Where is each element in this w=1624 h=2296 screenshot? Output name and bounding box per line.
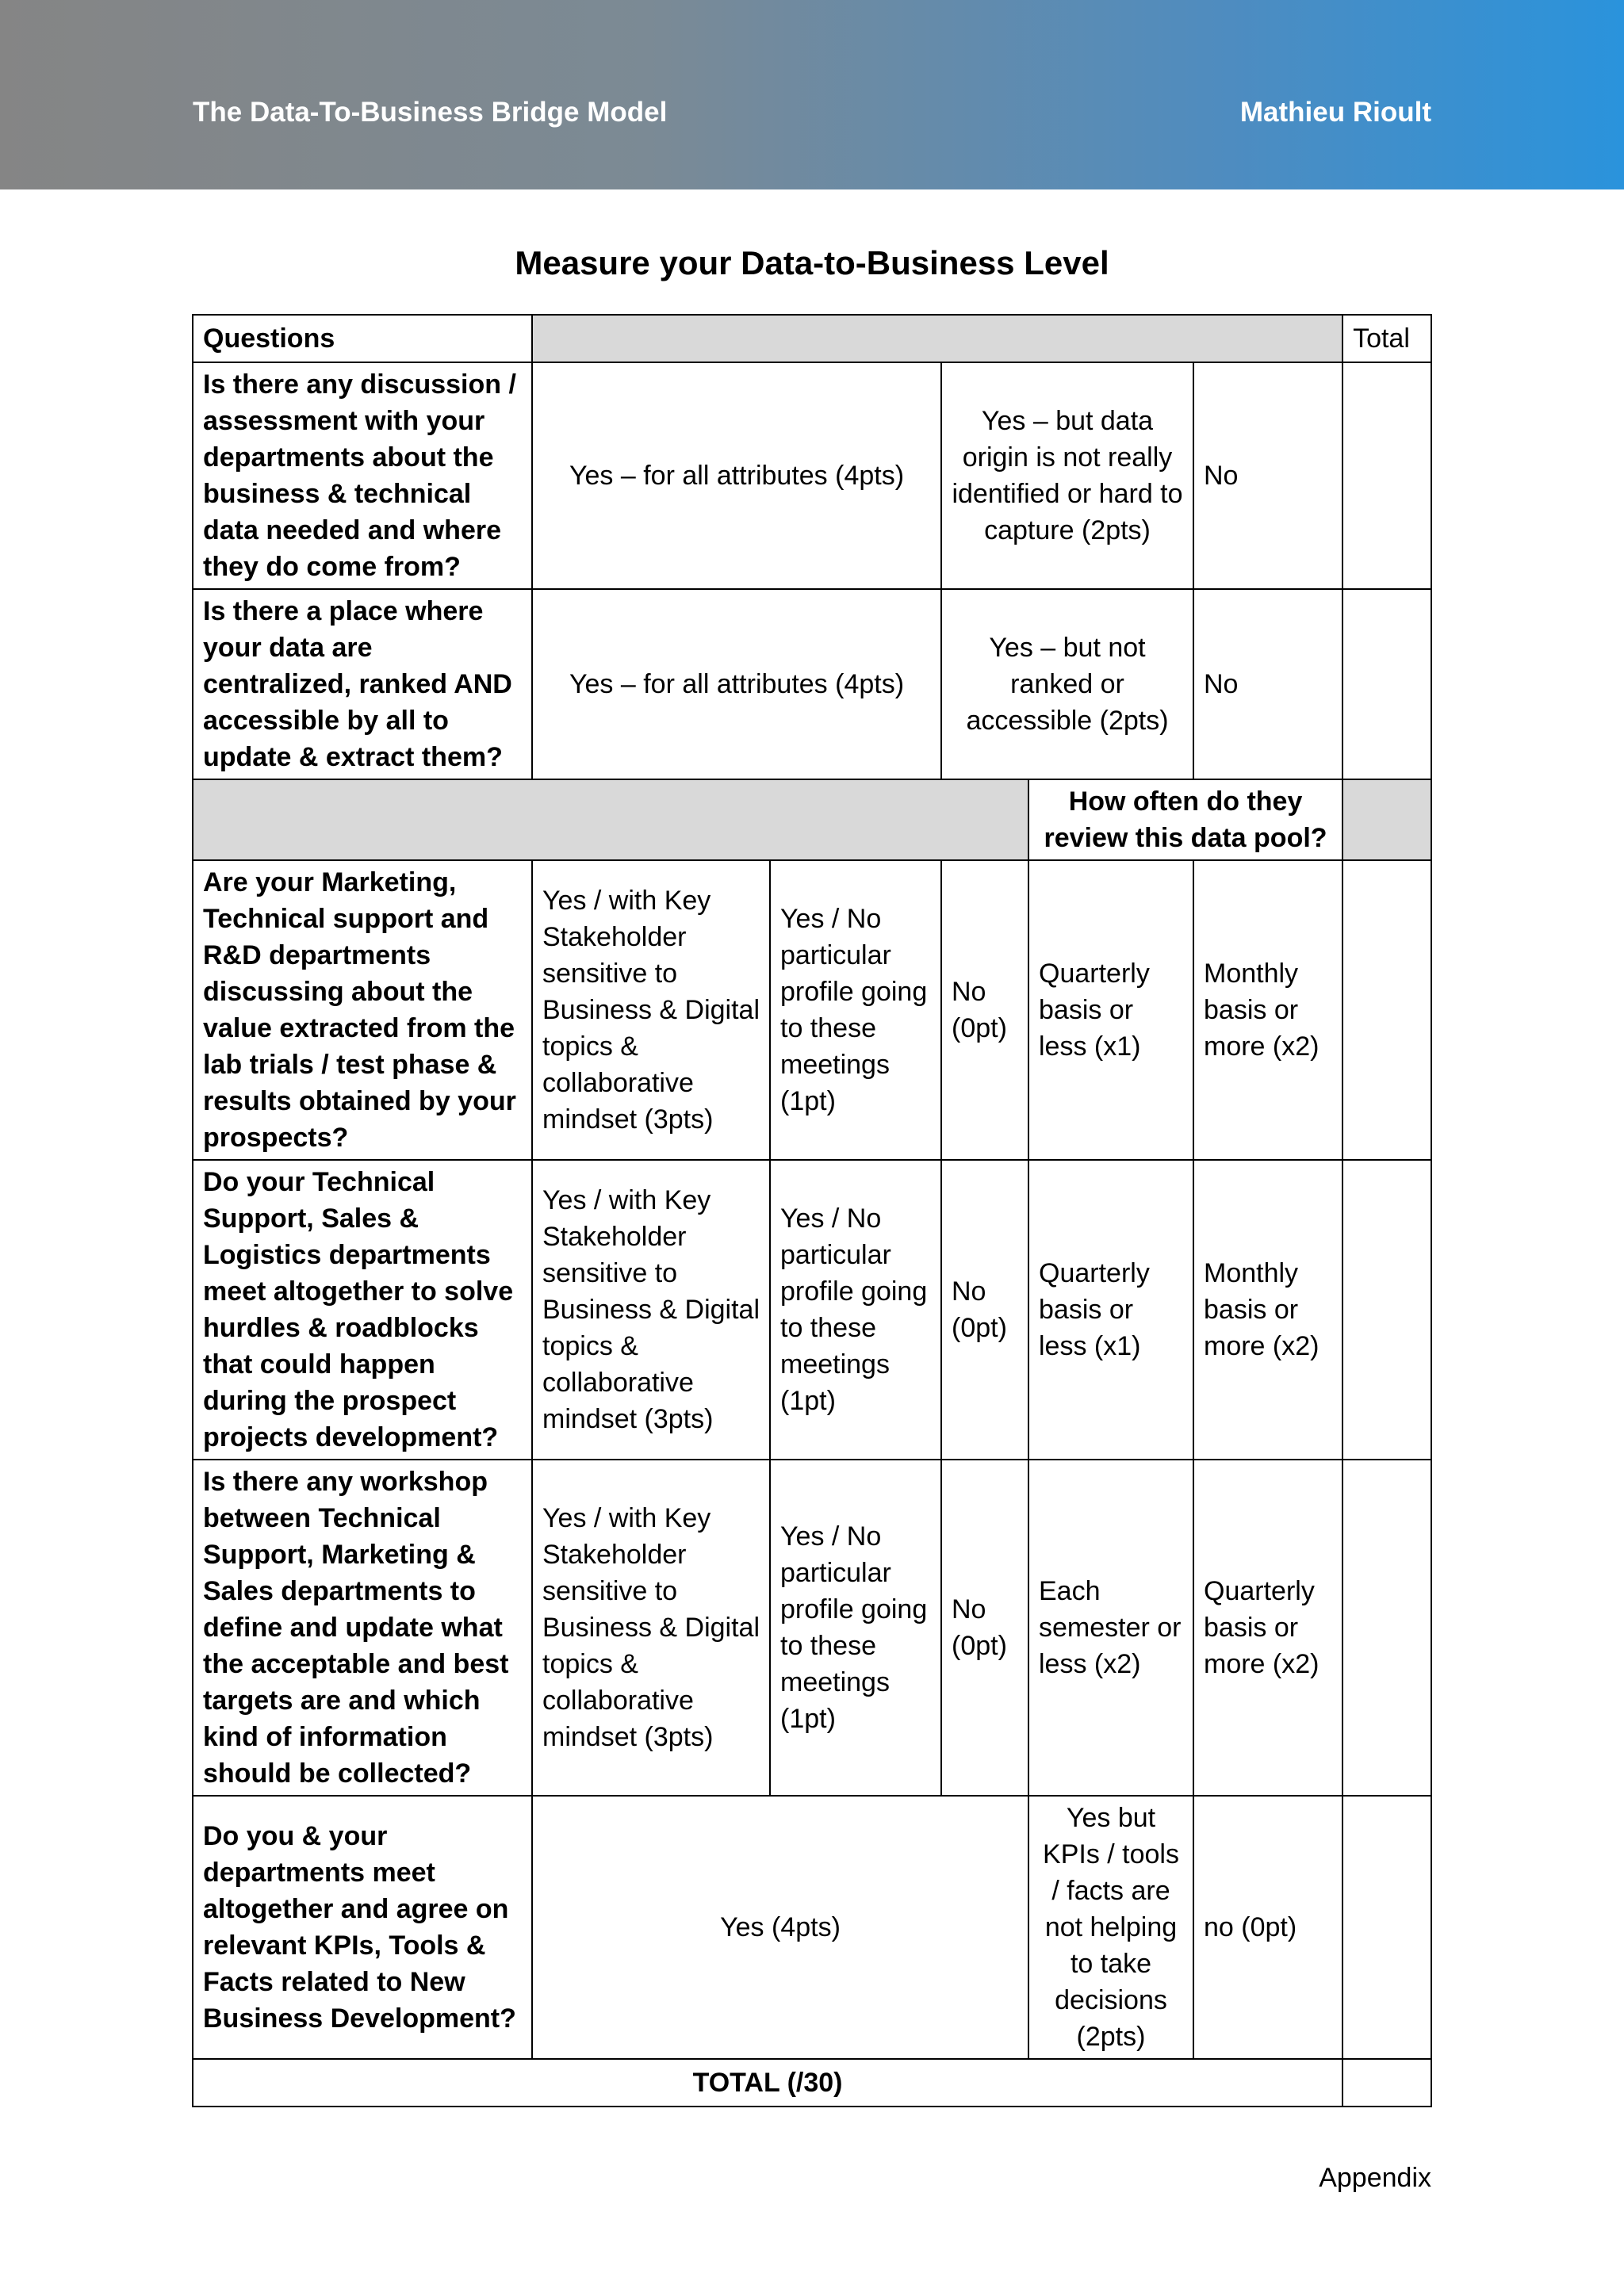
total-header: Total [1342, 315, 1431, 362]
frequency-option: Monthly basis or more (x2) [1193, 1160, 1342, 1460]
answer-option: Yes – for all attributes (4pts) [532, 589, 941, 779]
author-name: Mathieu Rioult [1239, 97, 1431, 128]
answer-option: Yes but KPIs / tools / facts are not helping to take decisions (2pts) [1028, 1796, 1193, 2059]
answer-option: Yes / with Key Stakeholder sensitive to Business & Digital topics & collaborative mindset (3pts) [532, 1160, 770, 1460]
table-row [193, 1160, 1431, 1460]
answer-option: Yes / No particular profile going to these meetings (1pt) [770, 1160, 941, 1460]
question-cell: Do your Technical Support, Sales & Logistics departments meet altogether to solve hurdles & roadblocks that could happen during the prospect projects development? [193, 1160, 532, 1460]
table-row [193, 1460, 1431, 1796]
score-cell[interactable] [1342, 1160, 1431, 1460]
frequency-option: Quarterly basis or more (x2) [1193, 1460, 1342, 1796]
question-cell: Is there any discussion / assessment with your departments about the business & technical data needed and where they do come from? [193, 362, 532, 589]
answer-option: no (0pt) [1193, 1796, 1342, 2059]
score-cell[interactable] [1342, 362, 1431, 589]
frequency-option: Monthly basis or more (x2) [1193, 860, 1342, 1160]
answer-option: Yes / No particular profile going to these meetings (1pt) [770, 860, 941, 1160]
total-spacer [1342, 779, 1431, 860]
score-cell[interactable] [1342, 589, 1431, 779]
answer-option: Yes – for all attributes (4pts) [532, 362, 941, 589]
answer-option: Yes / No particular profile going to these meetings (1pt) [770, 1460, 941, 1796]
answer-option: Yes / with Key Stakeholder sensitive to Business & Digital topics & collaborative mindset (3pts) [532, 1460, 770, 1796]
frequency-option: Each semester or less (x2) [1028, 1460, 1193, 1796]
document-title: The Data-To-Business Bridge Model [193, 97, 668, 128]
answer-option: No [1193, 362, 1342, 589]
total-score-cell[interactable] [1342, 2059, 1431, 2107]
frequency-header: How often do they review this data pool? [1028, 779, 1342, 860]
question-cell: Do you & your departments meet altogether and agree on relevant KPIs, Tools & Facts related to New Business Development? [193, 1796, 532, 2059]
answer-option: No (0pt) [941, 1460, 1028, 1796]
score-cell[interactable] [1342, 1796, 1431, 2059]
header-spacer [532, 315, 1342, 362]
page-header [0, 0, 1624, 189]
table-row [193, 860, 1431, 1160]
total-label: TOTAL (/30) [193, 2059, 1342, 2107]
answer-option: No (0pt) [941, 860, 1028, 1160]
assessment-table [192, 314, 1432, 2107]
answer-option: Yes / with Key Stakeholder sensitive to Business & Digital topics & collaborative mindset (3pts) [532, 860, 770, 1160]
frequency-option: Quarterly basis or less (x1) [1028, 860, 1193, 1160]
frequency-header-row [193, 779, 1431, 860]
question-cell: Are your Marketing, Technical support and R&D departments discussing about the value extracted from the lab trials / test phase & results obtained by your prospects? [193, 860, 532, 1160]
answer-option: Yes – but data origin is not really identified or hard to capture (2pts) [941, 362, 1193, 589]
score-cell[interactable] [1342, 860, 1431, 1160]
section-spacer [193, 779, 1028, 860]
score-cell[interactable] [1342, 1460, 1431, 1796]
answer-option: Yes (4pts) [532, 1796, 1028, 2059]
table-row [193, 1796, 1431, 2059]
questions-header: Questions [193, 315, 532, 362]
answer-option: No (0pt) [941, 1160, 1028, 1460]
answer-option: No [1193, 589, 1342, 779]
table-row [193, 589, 1431, 779]
frequency-option: Quarterly basis or less (x1) [1028, 1160, 1193, 1460]
question-cell: Is there a place where your data are centralized, ranked AND accessible by all to update & extract them? [193, 589, 532, 779]
page-title: Measure your Data-to-Business Level [515, 244, 1109, 281]
answer-option: Yes – but not ranked or accessible (2pts) [941, 589, 1193, 779]
table-row [193, 362, 1431, 589]
footer-appendix: Appendix [1319, 2163, 1431, 2193]
total-row [193, 2059, 1431, 2107]
table-header-row [193, 315, 1431, 362]
question-cell: Is there any workshop between Technical Support, Marketing & Sales departments to define and update what the acceptable and best targets are and which kind of information should be collected? [193, 1460, 532, 1796]
